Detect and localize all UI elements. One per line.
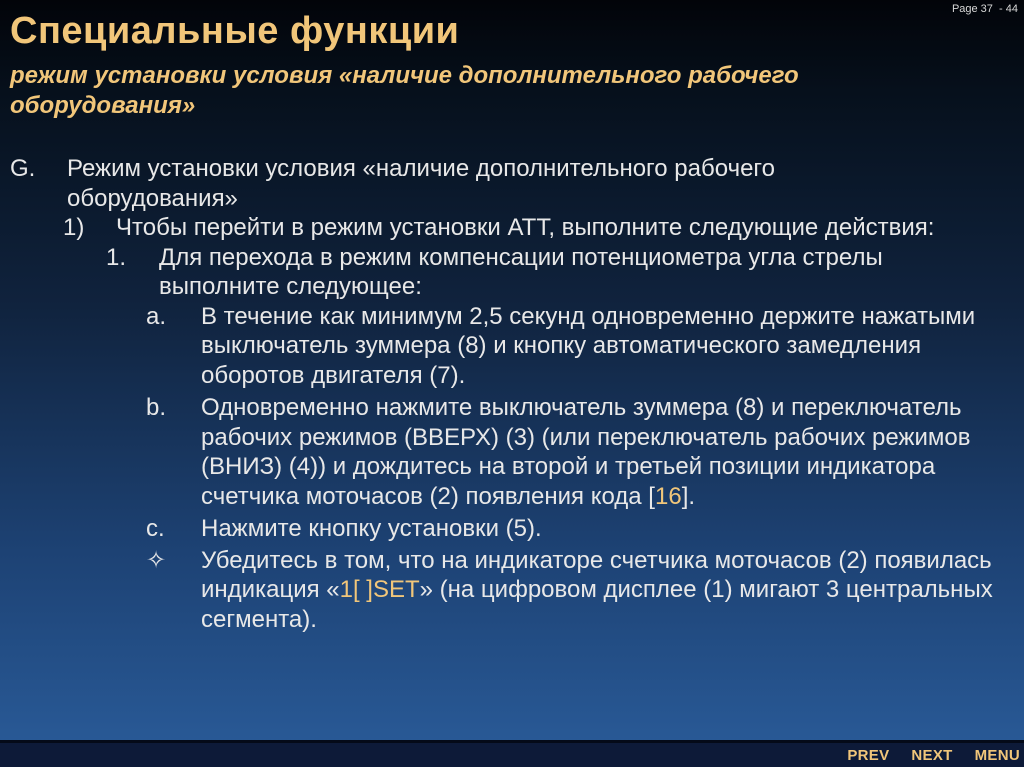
list-item-b-text-after: ]. bbox=[681, 482, 696, 510]
sparkle-icon: ✧ bbox=[146, 546, 167, 574]
list-item-b-text-before: Одновременно нажмите выключатель зуммера (8) и переключатель рабочих режимов (ВВЕРХ) (3) (или переключатель рабочих режимов (ВНИЗ) (4)) и дождитесь на второй и третьей позиции индикатора счетчика моточасов (2) появления кода [ bbox=[201, 394, 971, 510]
list-item-a bbox=[0, 302, 1024, 391]
content-body bbox=[0, 154, 1024, 634]
step-1-text: Чтобы перейти в режим установки ATT, выполните следующие действия: bbox=[116, 214, 935, 241]
list-item-a-text: В течение как минимум 2,5 секунд одновременно держите нажатыми выключатель зуммера (8) и кнопку автоматического замедления оборотов двигателя (7). bbox=[201, 302, 976, 389]
page-number: Page 37 - 44 bbox=[951, 3, 1018, 15]
substep-1-marker: 1. bbox=[106, 243, 127, 271]
list-item-b bbox=[0, 393, 1024, 511]
page-subtitle: режим установки условия «наличие дополнительного рабочего оборудования» bbox=[10, 62, 799, 119]
section-g-text: Режим установки условия «наличие дополнительного рабочего оборудования» bbox=[67, 155, 775, 212]
list-item-c bbox=[0, 514, 1024, 544]
substep-1-text: Для перехода в режим компенсации потенциометра угла стрелы выполните следующее: bbox=[159, 243, 883, 300]
slide-navigation bbox=[847, 747, 1020, 764]
list-item-b-marker: b. bbox=[146, 394, 167, 421]
list-item-note-text-before: Убедитесь в том, что на индикаторе счетчика моточасов (2) появилась индикация « bbox=[201, 546, 992, 603]
step-1 bbox=[0, 213, 1024, 243]
section-g bbox=[0, 154, 1024, 213]
list-item-note-text-after: » (на цифровом дисплее (1) мигают 3 центральных сегмента). bbox=[201, 576, 993, 633]
prev-button[interactable]: PREV bbox=[847, 747, 890, 764]
next-button[interactable]: NEXT bbox=[911, 747, 953, 764]
list-item-c-text: Нажмите кнопку установки (5). bbox=[201, 515, 542, 542]
list-item-note bbox=[0, 546, 1024, 635]
menu-button[interactable]: MENU bbox=[974, 747, 1020, 764]
substep-1 bbox=[0, 243, 1024, 302]
list-item-c-marker: c. bbox=[146, 515, 165, 542]
display-code-16: 16 bbox=[654, 482, 682, 510]
step-1-marker: 1) bbox=[63, 214, 85, 241]
page-title: Специальные функции bbox=[10, 10, 460, 52]
list-item-a-marker: a. bbox=[146, 302, 167, 330]
section-g-marker: G. bbox=[10, 155, 36, 182]
display-code-set: 1[ ]SET bbox=[339, 576, 420, 603]
